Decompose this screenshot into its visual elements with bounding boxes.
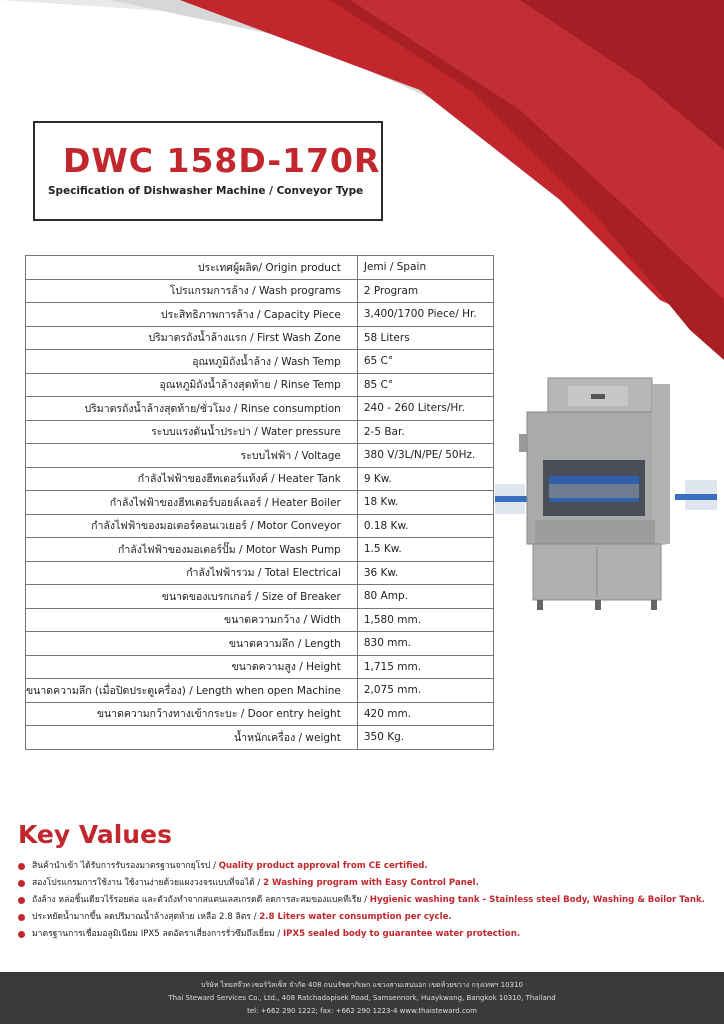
spec-row (26, 326, 494, 350)
footer-contact: tel: +662 290 1222; fax: +662 290 1223-4 www.thaisteward.com (247, 1007, 477, 1015)
spec-value: 2,075 mm. (357, 679, 493, 703)
spec-value: 2 Program (357, 279, 493, 303)
spec-row (26, 561, 494, 585)
spec-row (26, 702, 494, 726)
key-value-thai-text: ประหยัดน้ำมากขึ้น ลดปริมาณน้ำล้างสุดท้าย เหลือ 2.8 ลิตร / (32, 912, 260, 922)
key-value-thai-text: มาตรฐานการเชื่อมอลูมิเนียม IPX5 ลดอัตราเสี่ยงการรั่วซึมถึงเยี่ยม / (32, 929, 283, 939)
key-values-list (18, 858, 705, 943)
spec-value: 1,580 mm. (357, 608, 493, 632)
spec-value: 0.18 Kw. (357, 514, 493, 538)
key-value-english-text: 2 Washing program with Easy Control Panel. (263, 878, 479, 888)
footer-english-address: Thai Steward Services Co., Ltd., 408 Ratchadapisek Road, Samsennork, Huaykwang, Bangkok 10310, Thailand (168, 994, 556, 1002)
spec-row (26, 514, 494, 538)
spec-row (26, 373, 494, 397)
spec-label: ประสิทธิภาพการล้าง / Capacity Piece (26, 303, 358, 327)
spec-row (26, 632, 494, 656)
spec-label: ปริมาตรถังน้ำล้างสุดท้าย/ชั่วโมง / Rinse consumption (26, 397, 358, 421)
spec-row (26, 679, 494, 703)
key-values-heading: Key Values (18, 820, 172, 849)
bullet-dot-icon (18, 880, 25, 887)
spec-label: กำลังไฟฟ้าของมอเตอร์คอนเวเยอร์ / Motor Conveyor (26, 514, 358, 538)
spec-value: 420 mm. (357, 702, 493, 726)
key-value-english-text: 2.8 Liters water consumption per cycle. (259, 912, 452, 922)
spec-value: 830 mm. (357, 632, 493, 656)
spec-row (26, 608, 494, 632)
spec-row (26, 491, 494, 515)
spec-value: 36 Kw. (357, 561, 493, 585)
spec-row (26, 444, 494, 468)
spec-value: Jemi / Spain (357, 256, 493, 280)
key-value-english-text: IPX5 sealed body to guarantee water protection. (282, 929, 521, 939)
spec-value: 9 Kw. (357, 467, 493, 491)
spec-row (26, 279, 494, 303)
spec-row (26, 303, 494, 327)
spec-row (26, 350, 494, 374)
spec-row (26, 256, 494, 280)
key-value-thai-text: สองโปรแกรมการใช้งาน ใช้งานง่ายด้วยแผงวงจรแบบที่จอได้ / (32, 878, 264, 888)
key-value-thai-text: สินค้านำเข้า ได้รับการรับรองมาตรฐานจากยุโรป / (32, 861, 219, 871)
spec-label: ขนาดของเบรกเกอร์ / Size of Breaker (26, 585, 358, 609)
bullet-dot-icon (18, 863, 25, 870)
bullet-dot-icon (18, 914, 25, 921)
key-value-item (18, 892, 705, 909)
spec-value: 350 Kg. (357, 726, 493, 750)
bullet-dot-icon (18, 897, 25, 904)
key-value-item (18, 858, 705, 875)
spec-value: 240 - 260 Liters/Hr. (357, 397, 493, 421)
spec-label: ขนาดความสูง / Height (26, 655, 358, 679)
spec-row (26, 538, 494, 562)
key-value-english-text: Quality product approval from CE certified. (218, 861, 428, 871)
spec-row (26, 585, 494, 609)
dishwasher-machine-image (495, 376, 717, 612)
spec-row (26, 397, 494, 421)
spec-label: กำลังไฟฟ้าของมอเตอร์ปั๊ม / Motor Wash Pump (26, 538, 358, 562)
spec-row (26, 726, 494, 750)
footer-thai-address: บริษัท ไทยสจ๊วท เซอร์วิสเซ็ส จำกัด 408 ถนนรัชดาภิเษก แขวงสามเสนนอก เขตห้วยขวาง กรุงเทพฯ 10310 (201, 981, 523, 989)
spec-value: 80 Amp. (357, 585, 493, 609)
spec-label: น้ำหนักเครื่อง / weight (26, 726, 358, 750)
spec-label: ปริมาตรถังน้ำล้างแรก / First Wash Zone (26, 326, 358, 350)
spec-label: อุณหภูมิถังน้ำล้าง / Wash Temp (26, 350, 358, 374)
spec-value: 58 Liters (357, 326, 493, 350)
spec-value: 1,715 mm. (357, 655, 493, 679)
model-title: DWC 158D-170R (63, 141, 381, 180)
spec-value: 1.5 Kw. (357, 538, 493, 562)
spec-label: ประเทศผู้ผลิต/ Origin product (26, 256, 358, 280)
page-subtitle: Specification of Dishwasher Machine / Conveyor Type (48, 185, 364, 197)
spec-row (26, 420, 494, 444)
spec-label: กำลังไฟฟ้ารวม / Total Electrical (26, 561, 358, 585)
key-value-item (18, 926, 705, 943)
title-box (33, 121, 383, 221)
bullet-dot-icon (18, 931, 25, 938)
spec-label: ระบบแรงดันน้ำประปา / Water pressure (26, 420, 358, 444)
spec-label: ขนาดความกว้าง / Width (26, 608, 358, 632)
key-value-item (18, 909, 705, 926)
spec-label: ขนาดความลึก / Length (26, 632, 358, 656)
key-value-english-text: Hygienic washing tank - Stainless steel Body, Washing & Boilor Tank. (369, 895, 705, 905)
spec-value: 65 C° (357, 350, 493, 374)
spec-table (25, 255, 494, 750)
footer (0, 972, 724, 1024)
spec-label: โปรแกรมการล้าง / Wash programs (26, 279, 358, 303)
spec-value: 380 V/3L/N/PE/ 50Hz. (357, 444, 493, 468)
spec-label: ขนาดความกว้างทางเข้ากระบะ / Door entry height (26, 702, 358, 726)
spec-label: กำลังไฟฟ้าของฮีทเตอร์บอยล์เลอร์ / Heater Boiler (26, 491, 358, 515)
key-value-thai-text: ถังล้าง หล่อชิ้นเดียวไร้รอยต่อ และตัวถังทำจากสแตนเลสเกรดดี ลดการสะสมของแบคทีเรีย / (32, 895, 370, 905)
spec-row (26, 655, 494, 679)
spec-row (26, 467, 494, 491)
spec-label: ขนาดความลึก (เมื่อปิดประตูเครื่อง) / Length when open Machine (26, 679, 358, 703)
spec-value: 85 C° (357, 373, 493, 397)
key-value-item (18, 875, 705, 892)
spec-label: อุณหภูมิถังน้ำล้างสุดท้าย / Rinse Temp (26, 373, 358, 397)
spec-value: 3,400/1700 Piece/ Hr. (357, 303, 493, 327)
spec-value: 2-5 Bar. (357, 420, 493, 444)
spec-label: กำลังไฟฟ้าของฮีทเตอร์แท้งค์ / Heater Tank (26, 467, 358, 491)
spec-value: 18 Kw. (357, 491, 493, 515)
spec-label: ระบบไฟฟ้า / Voltage (26, 444, 358, 468)
